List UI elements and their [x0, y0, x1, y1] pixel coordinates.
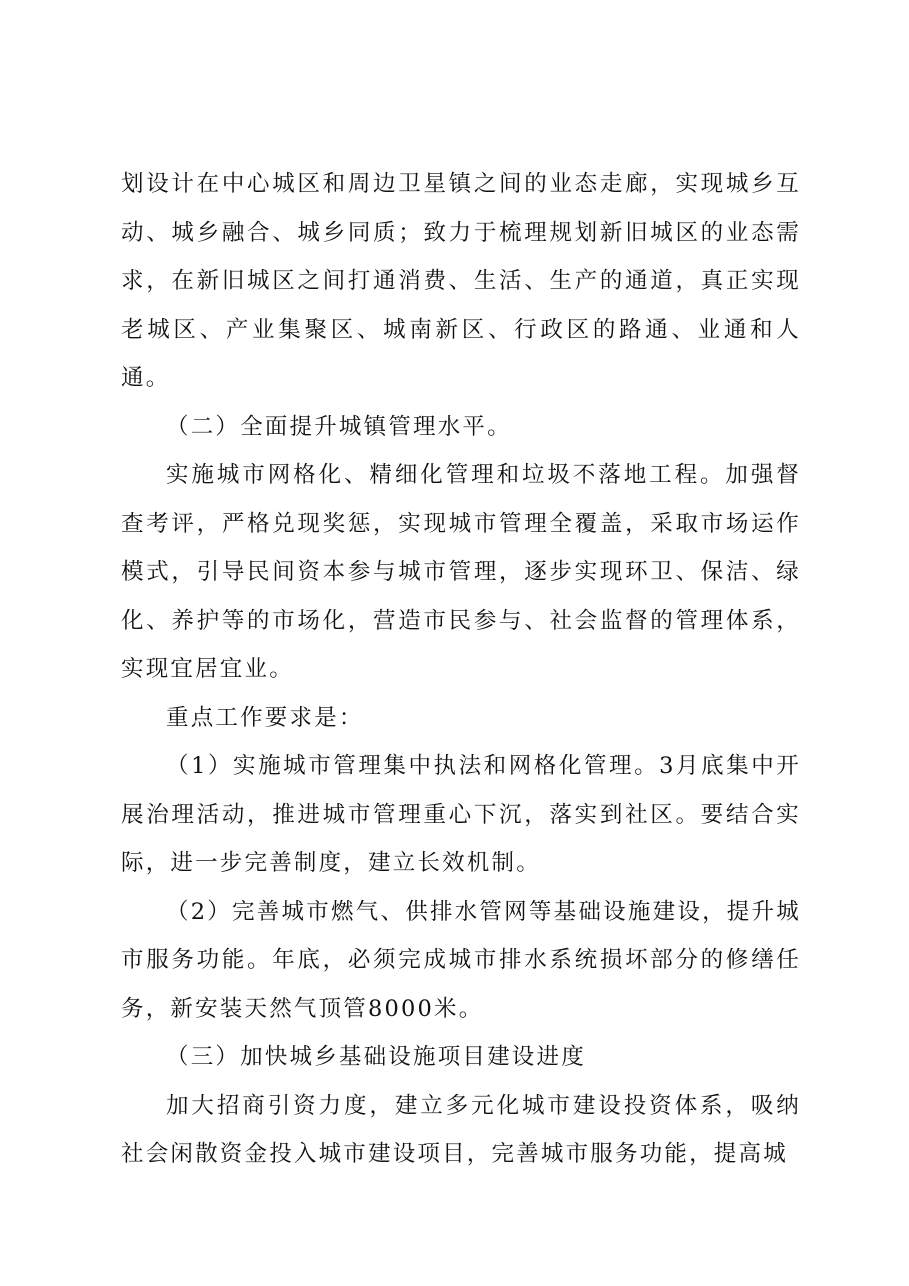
list-item-1: （1）实施城市管理集中执法和网格化管理。3月底集中开展治理活动，推进城市管理重心下沉，落实到社区。要结合实际，进一步完善制度，建立长效机制。 [121, 753, 801, 876]
document-body [121, 160, 801, 1179]
section-heading-2: （二）全面提升城镇管理水平。 [166, 413, 512, 440]
paragraph-key-requirements: 重点工作要求是： [166, 704, 364, 731]
section-heading-3: （三）加快城乡基础设施项目建设进度 [166, 1044, 586, 1070]
paragraph-investment: 加大招商引资力度，建立多元化城市建设投资体系，吸纳社会闲散资金投入城市建设项目，完善城市服务功能，提高城 [121, 1092, 801, 1167]
list-item-2: （2）完善城市燃气、供排水管网等基础设施建设，提升城市服务功能。年底，必须完成城市排水系统损坏部分的修缮任务，新安装天然气顶管8000米。 [121, 898, 801, 1022]
paragraph-city-management: 实施城市网格化、精细化管理和垃圾不落地工程。加强督查考评，严格兑现奖惩，实现城市管理全覆盖，采取市场运作模式，引导民间资本参与城市管理，逐步实现环卫、保洁、绿化、养护等的市场化，营造市民参与、社会监督的管理体系，实现宜居宜业。 [121, 462, 801, 682]
paragraph-continuation: 划设计在中心城区和周边卫星镇之间的业态走廊，实现城乡互动、城乡融合、城乡同质；致力于梳理规划新旧城区的业态需求，在新旧城区之间打通消费、生活、生产的通道，真正实现老城区、产业集聚区、城南新区、行政区的路通、业通和人通。 [121, 171, 801, 391]
